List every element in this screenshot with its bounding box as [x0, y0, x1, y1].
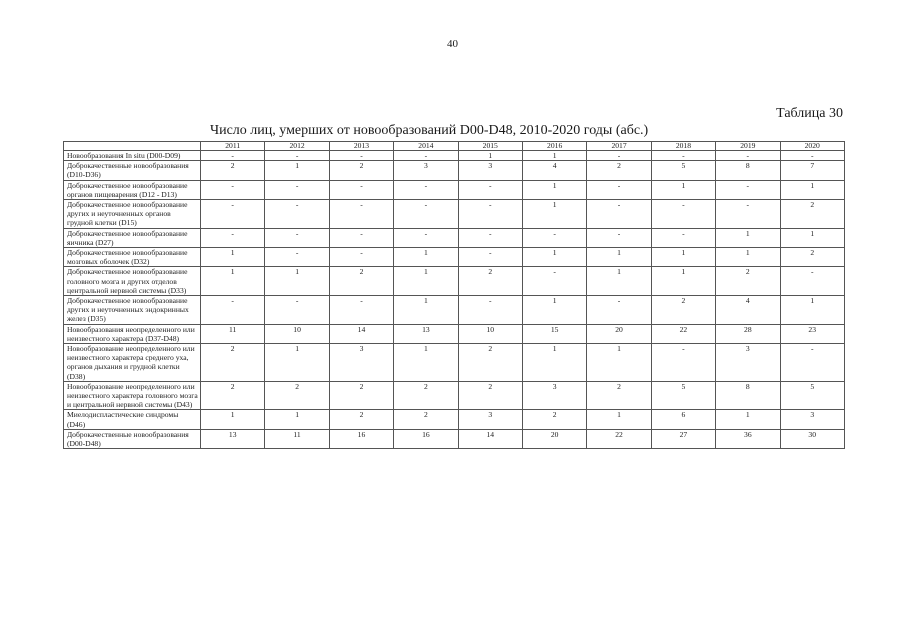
year-header: 2014	[394, 142, 458, 151]
value-cell: 1	[201, 267, 265, 296]
row-label: Новообразование неопределенного или неизвестного характера головного мозга и центральной нервной системы (D43)	[64, 381, 201, 410]
year-header: 2011	[201, 142, 265, 151]
value-cell: -	[394, 151, 458, 161]
value-cell: 11	[265, 429, 329, 448]
year-header: 2020	[780, 142, 844, 151]
table-label: Таблица 30	[776, 106, 843, 121]
value-cell: 1	[265, 410, 329, 429]
table-row	[64, 200, 845, 229]
value-cell: -	[329, 151, 393, 161]
value-cell: -	[265, 200, 329, 229]
value-cell: 2	[458, 381, 522, 410]
value-cell: 3	[458, 410, 522, 429]
value-cell: 4	[716, 296, 780, 325]
value-cell: 1	[780, 296, 844, 325]
value-cell: 20	[522, 429, 586, 448]
row-label: Доброкачественное новообразование других и неуточненных эндокринных желез (D35)	[64, 296, 201, 325]
value-cell: 3	[329, 344, 393, 382]
year-header: 2018	[651, 142, 715, 151]
value-cell: 2	[458, 344, 522, 382]
value-cell: 1	[522, 296, 586, 325]
value-cell: -	[201, 296, 265, 325]
year-header: 2013	[329, 142, 393, 151]
table-row	[64, 344, 845, 382]
value-cell: 20	[587, 324, 651, 343]
value-cell: -	[265, 248, 329, 267]
value-cell: 11	[201, 324, 265, 343]
value-cell: -	[394, 200, 458, 229]
value-cell: -	[780, 267, 844, 296]
value-cell: -	[651, 200, 715, 229]
value-cell: -	[458, 228, 522, 247]
table-row	[64, 180, 845, 199]
value-cell: 10	[458, 324, 522, 343]
value-cell: -	[651, 228, 715, 247]
value-cell: 1	[458, 151, 522, 161]
value-cell: -	[587, 200, 651, 229]
table-row	[64, 324, 845, 343]
row-label: Миелодиспластические синдромы (D46)	[64, 410, 201, 429]
value-cell: 2	[716, 267, 780, 296]
value-cell: -	[329, 228, 393, 247]
row-label: Новообразования In situ (D00-D09)	[64, 151, 201, 161]
value-cell: -	[587, 228, 651, 247]
value-cell: 2	[394, 410, 458, 429]
value-cell: 2	[329, 267, 393, 296]
row-label: Доброкачественные новообразования (D00-D48)	[64, 429, 201, 448]
value-cell: 7	[780, 161, 844, 180]
value-cell: -	[651, 151, 715, 161]
value-cell: 3	[780, 410, 844, 429]
value-cell: 1	[394, 248, 458, 267]
mortality-table	[63, 141, 845, 449]
value-cell: -	[265, 296, 329, 325]
value-cell: 1	[265, 267, 329, 296]
row-label: Доброкачественное новообразование яичника (D27)	[64, 228, 201, 247]
value-cell: 3	[522, 381, 586, 410]
table-row	[64, 267, 845, 296]
value-cell: -	[201, 200, 265, 229]
year-header: 2012	[265, 142, 329, 151]
value-cell: 16	[394, 429, 458, 448]
value-cell: 13	[394, 324, 458, 343]
value-cell: 5	[780, 381, 844, 410]
value-cell: 4	[522, 161, 586, 180]
value-cell: 2	[329, 161, 393, 180]
value-cell: -	[201, 151, 265, 161]
year-header: 2015	[458, 142, 522, 151]
value-cell: 1	[651, 248, 715, 267]
value-cell: 1	[522, 344, 586, 382]
value-cell: -	[394, 228, 458, 247]
value-cell: 1	[201, 248, 265, 267]
value-cell: -	[201, 180, 265, 199]
value-cell: 1	[716, 248, 780, 267]
value-cell: 30	[780, 429, 844, 448]
value-cell: 6	[651, 410, 715, 429]
value-cell: 1	[716, 410, 780, 429]
value-cell: 2	[780, 248, 844, 267]
table-row	[64, 429, 845, 448]
table-header-row	[64, 142, 845, 151]
value-cell: -	[716, 200, 780, 229]
value-cell: 2	[522, 410, 586, 429]
value-cell: -	[716, 151, 780, 161]
value-cell: 2	[587, 381, 651, 410]
row-label: Доброкачественное новообразование других и неуточненных органов грудной клетки (D15)	[64, 200, 201, 229]
value-cell: -	[522, 267, 586, 296]
header-corner-cell	[64, 142, 201, 151]
value-cell: 1	[201, 410, 265, 429]
value-cell: -	[329, 200, 393, 229]
value-cell: 2	[458, 267, 522, 296]
row-label: Новообразования неопределенного или неизвестного характера (D37-D48)	[64, 324, 201, 343]
value-cell: 2	[780, 200, 844, 229]
value-cell: 14	[458, 429, 522, 448]
value-cell: 1	[651, 180, 715, 199]
value-cell: 8	[716, 381, 780, 410]
value-cell: 36	[716, 429, 780, 448]
value-cell: 1	[716, 228, 780, 247]
value-cell: 15	[522, 324, 586, 343]
value-cell: 2	[201, 381, 265, 410]
value-cell: 13	[201, 429, 265, 448]
value-cell: 2	[329, 410, 393, 429]
year-header: 2017	[587, 142, 651, 151]
value-cell: 22	[587, 429, 651, 448]
value-cell: 2	[201, 161, 265, 180]
value-cell: 1	[587, 344, 651, 382]
value-cell: 27	[651, 429, 715, 448]
value-cell: 1	[651, 267, 715, 296]
value-cell: -	[265, 228, 329, 247]
value-cell: 3	[394, 161, 458, 180]
value-cell: 23	[780, 324, 844, 343]
table-title: Число лиц, умерших от новообразований D00-D48, 2010-2020 годы (абс.)	[210, 123, 649, 138]
value-cell: 14	[329, 324, 393, 343]
row-label: Доброкачественное новообразование органов пищеварения (D12 - D13)	[64, 180, 201, 199]
value-cell: 3	[458, 161, 522, 180]
value-cell: 1	[780, 180, 844, 199]
value-cell: -	[780, 344, 844, 382]
table-row	[64, 296, 845, 325]
value-cell: -	[329, 248, 393, 267]
value-cell: -	[587, 180, 651, 199]
value-cell: 1	[265, 161, 329, 180]
year-header: 2016	[522, 142, 586, 151]
value-cell: 22	[651, 324, 715, 343]
row-label: Доброкачественное новообразование мозговых оболочек (D32)	[64, 248, 201, 267]
value-cell: 1	[265, 344, 329, 382]
value-cell: 1	[587, 248, 651, 267]
value-cell: 1	[394, 267, 458, 296]
value-cell: -	[522, 228, 586, 247]
value-cell: 1	[587, 267, 651, 296]
value-cell: 28	[716, 324, 780, 343]
page-number: 40	[447, 38, 458, 50]
value-cell: 1	[522, 200, 586, 229]
value-cell: -	[265, 180, 329, 199]
value-cell: 2	[587, 161, 651, 180]
value-cell: 1	[587, 410, 651, 429]
value-cell: 2	[394, 381, 458, 410]
value-cell: -	[716, 180, 780, 199]
table-row	[64, 410, 845, 429]
table-row	[64, 248, 845, 267]
table-row	[64, 228, 845, 247]
value-cell: -	[329, 180, 393, 199]
value-cell: 5	[651, 161, 715, 180]
value-cell: 1	[780, 228, 844, 247]
row-label: Новообразование неопределенного или неизвестного характера среднего уха, органов дыхания и грудной клетки (D38)	[64, 344, 201, 382]
value-cell: 2	[329, 381, 393, 410]
row-label: Доброкачественное новообразование головного мозга и других отделов центральной нервной системы (D33)	[64, 267, 201, 296]
value-cell: -	[265, 151, 329, 161]
value-cell: -	[394, 180, 458, 199]
value-cell: -	[329, 296, 393, 325]
value-cell: 1	[522, 151, 586, 161]
row-label: Доброкачественные новообразования (D10-D36)	[64, 161, 201, 180]
value-cell: -	[458, 200, 522, 229]
value-cell: -	[651, 344, 715, 382]
value-cell: -	[458, 248, 522, 267]
value-cell: -	[587, 296, 651, 325]
value-cell: 1	[394, 296, 458, 325]
value-cell: 1	[394, 344, 458, 382]
value-cell: -	[201, 228, 265, 247]
value-cell: -	[587, 151, 651, 161]
value-cell: 2	[265, 381, 329, 410]
value-cell: 16	[329, 429, 393, 448]
value-cell: 3	[716, 344, 780, 382]
value-cell: 1	[522, 180, 586, 199]
value-cell: 8	[716, 161, 780, 180]
value-cell: 1	[522, 248, 586, 267]
value-cell: 2	[651, 296, 715, 325]
value-cell: -	[458, 296, 522, 325]
value-cell: 5	[651, 381, 715, 410]
year-header: 2019	[716, 142, 780, 151]
value-cell: 2	[201, 344, 265, 382]
table-row	[64, 381, 845, 410]
table-row	[64, 161, 845, 180]
value-cell: -	[458, 180, 522, 199]
value-cell: 10	[265, 324, 329, 343]
table-body	[64, 151, 845, 449]
table-row	[64, 151, 845, 161]
value-cell: -	[780, 151, 844, 161]
